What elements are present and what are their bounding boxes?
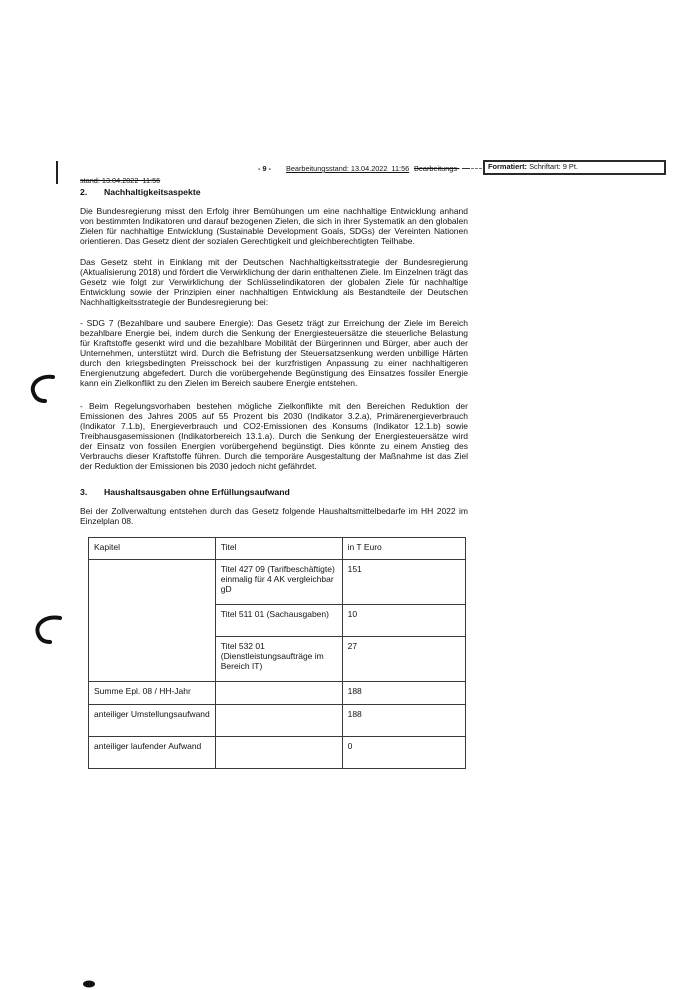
cell-value-4: 188 — [342, 682, 465, 705]
budget-intro: Bei der Zollverwaltung entstehen durch das Gesetz folgende Haushaltsmittelbedarfe im HH 2022 im Einzelplan 08. — [80, 506, 468, 526]
table-row — [89, 737, 466, 769]
cell-titel-1: Titel 427 09 (Tarifbeschäftigte) einmalig für 4 AK vergleichbar gD — [215, 560, 342, 605]
pen-mark-1 — [33, 377, 53, 401]
table-row — [89, 705, 466, 737]
section-3-title: Haushaltsausgaben ohne Erfüllungsaufwand — [104, 487, 290, 497]
table-header-titel: Titel — [215, 538, 342, 560]
table-header-row — [89, 538, 466, 560]
table-row — [89, 560, 466, 605]
deleted-revision-continuation: stand: 13.04.2022 11:56 — [80, 176, 161, 185]
section-2-title: Nachhaltigkeitsaspekte — [104, 187, 201, 197]
table-row — [89, 682, 466, 705]
cell-kapitel-laufend: anteiliger laufender Aufwand — [89, 737, 216, 769]
cell-value-3: 27 — [342, 637, 465, 682]
cell-value-5: 188 — [342, 705, 465, 737]
deleted-revision-text: Bearbeitungs- — [414, 164, 460, 173]
section-2-number: 2. — [80, 187, 88, 197]
cell-kapitel-merged — [89, 560, 216, 682]
format-callout — [483, 160, 666, 175]
format-callout-label: Formatiert: — [488, 162, 528, 171]
ink-blot — [83, 981, 95, 988]
cell-titel-6 — [215, 737, 342, 769]
cell-titel-2: Titel 511 01 (Sachausgaben) — [215, 605, 342, 637]
document-body — [80, 187, 468, 769]
table-header-euro: in T Euro — [342, 538, 465, 560]
cell-kapitel-umstellung: anteiliger Umstellungsaufwand — [89, 705, 216, 737]
cell-titel-5 — [215, 705, 342, 737]
table-header-kapitel: Kapitel — [89, 538, 216, 560]
paragraph-1: Die Bundesregierung misst den Erfolg ihrer Bemühungen um eine nachhaltige Entwicklung anhand von bestimmten Indikatoren und darauf bezogenen Zielen, die sich in ihrer Systematik an den globalen Zielen für nachhaltige Entwicklung (Sustainable Development Goals, SDGs) der Vereinten Nationen orientieren. Das Gesetz dient der sozialen Gerechtigkeit und gleichberechtigten Teilhabe. — [80, 206, 468, 246]
page-number: - 9 - — [258, 164, 271, 173]
cell-value-1: 151 — [342, 560, 465, 605]
pen-mark-2 — [37, 617, 60, 642]
cell-value-6: 0 — [342, 737, 465, 769]
paragraph-2: Das Gesetz steht in Einklang mit der Deutschen Nachhaltigkeitsstrategie der Bundesregierung (Aktualisierung 2018) und fördert die Verwirklichung der darin enthaltenen Ziele. Im Einzelnen trägt das Gesetz wie folgt zur Verwirklichung der Schlüsselindikatoren der globalen Ziele für nachhaltige Entwicklung sowie der Prinzipien einer nachhaltigen Entwicklung als Bestandteile der Deutschen Nachhaltigkeitsstrategie der Bundesregierung bei: — [80, 257, 468, 307]
inserted-revision-text: Bearbeitungsstand: 13.04.2022 11:56 — [286, 164, 410, 173]
section-3-number: 3. — [80, 487, 88, 497]
cell-titel-4 — [215, 682, 342, 705]
format-callout-value: Schriftart: 9 Pt. — [527, 162, 578, 171]
cell-value-2: 10 — [342, 605, 465, 637]
section-3-heading — [80, 487, 468, 497]
strikethrough-trail — [462, 168, 470, 169]
revision-connector-line — [471, 168, 482, 169]
cell-titel-3: Titel 532 01 (Dienstleistungsaufträge im Bereich IT) — [215, 637, 342, 682]
budget-table — [88, 537, 466, 769]
paragraph-4: - Beim Regelungsvorhaben bestehen mögliche Zielkonflikte mit den Bereichen Reduktion der Emissionen des Jahres 2005 auf 55 Prozent bis 2030 (Indikator 3.2.a), Primärenergieverbrauch (Indikator 7.1.b), Energieverbrauch und CO2-Emissionen des Konsums (Indikator 12.1.b) sowie Treibhausgasemissionen (Indikatorbereich 13.1.a). Durch die Senkung der Energiesteuersätze wird der Einsatz von fossilen Energien vorübergehend begünstigt. Dies könnte zu einem Anstieg des Verbrauchs dieser Kraftstoffe führen. Durch die temporäre Ausgestaltung der Maßnahme ist das Ziel der Reduktion der Emissionen bis 2030 jedoch nicht gefährdet. — [80, 401, 468, 471]
paragraph-3: - SDG 7 (Bezahlbare und saubere Energie): Das Gesetz trägt zur Erreichung der Ziele im Bereich bezahlbare Energie bei, indem durch die Senkung der Energiesteuersätze die steuerliche Belastung für Kraftstoffe gesenkt wird und die bezahlbare Mobilität der Bürgerinnen und Bürger, aber auch der Unternehmen, unterstützt wird. Durch die Befristung der Steuersatzsenkung werden unbillige Härten durch den kriegsbedingten Preisschock bei der kurzfristigen Anpassung zu einer nachhaltigeren Energienutzung abgefedert. Durch die vorübergehende Begünstigung des Einsatzes fossiler Energie kann ein Zielkonflikt zu den Zielen im Bereich saubere Energie entstehen. — [80, 318, 468, 388]
section-2-heading — [80, 187, 468, 197]
cell-kapitel-summe: Summe Epl. 08 / HH-Jahr — [89, 682, 216, 705]
